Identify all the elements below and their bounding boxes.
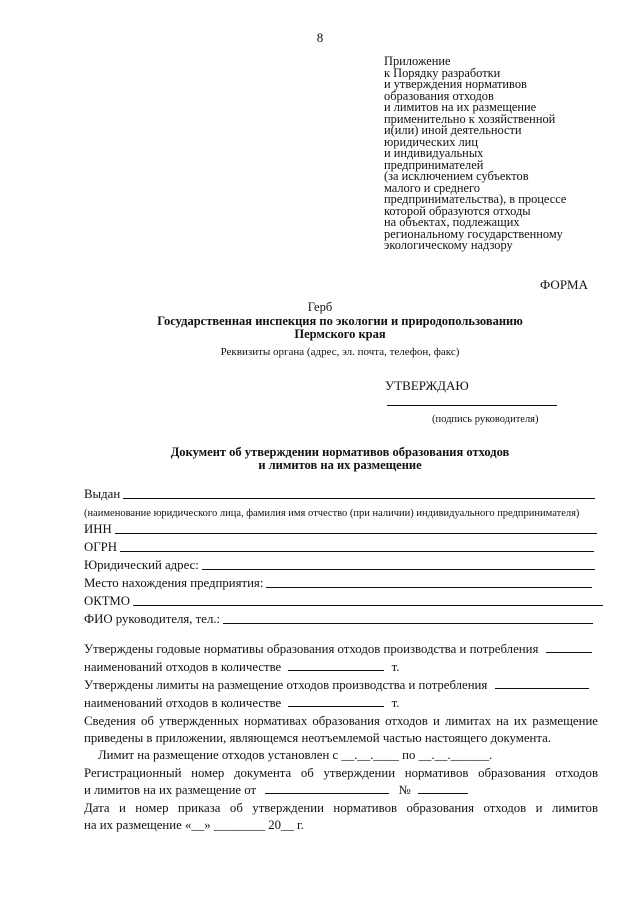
document-title: [0, 446, 640, 471]
appendix-line: (за исключением субъектов: [384, 169, 529, 183]
p1-line1-text: Утверждены годовые нормативы образования отходов производства и потребления: [84, 642, 539, 656]
director-label: ФИО руководителя, тел.:: [84, 612, 221, 626]
page-number: 8: [316, 30, 324, 45]
location-field: [84, 576, 592, 591]
issued-label: Выдан: [84, 487, 121, 501]
legal-address-line[interactable]: [202, 569, 595, 570]
reg-date-blank[interactable]: [265, 783, 389, 794]
location-label: Место нахождения предприятия:: [84, 576, 264, 590]
oktmo-label: ОКТМО: [84, 594, 131, 608]
legal-address-field: [84, 558, 595, 573]
approval-label: УТВЕРЖДАЮ: [385, 378, 469, 393]
appendix-line: образования отходов: [384, 88, 494, 103]
document-title-line2: и лимитов на их размещение: [258, 457, 422, 472]
organization-name-line1: Государственная инспекция по экологии и природопользованию: [157, 314, 523, 328]
appendix-line: к Порядку разработки: [384, 65, 501, 80]
signature-line: [387, 405, 557, 406]
issued-field: [84, 487, 595, 502]
document-title-line1: Документ об утверждении нормативов образования отходов: [170, 445, 510, 459]
oktmo-line[interactable]: [133, 605, 603, 606]
p2-line2: [84, 696, 598, 711]
p5-number-sign: №: [398, 783, 411, 797]
p1-line1: [84, 642, 598, 657]
reg-number-blank[interactable]: [418, 783, 468, 794]
signature-caption: (подпись руководителя): [432, 414, 539, 425]
appendix-block: [384, 56, 614, 252]
appendix-line: малого и среднего: [384, 180, 480, 195]
director-field: [84, 612, 593, 627]
p1-unit: т.: [391, 660, 400, 674]
p2-line2-text: наименований отходов в количестве: [84, 696, 282, 710]
appendix-line: которой образуются отходы: [384, 203, 531, 218]
p1-count-blank[interactable]: [546, 642, 592, 653]
p2-count-blank[interactable]: [495, 678, 589, 689]
p1-line2-text: наименований отходов в количестве: [84, 660, 282, 674]
appendix-line: на объектах, подлежащих: [384, 215, 520, 229]
p5-line2-text: и лимитов на их размещение от: [84, 783, 257, 797]
organization-name: [0, 315, 640, 341]
p2-unit: т.: [391, 696, 400, 710]
p2-line1: [84, 678, 598, 693]
p6-line2: на их размещение «__» ________ 20__ г.: [84, 818, 304, 832]
appendix-line: экологическому надзору: [384, 238, 513, 252]
p1-amount-blank[interactable]: [288, 660, 384, 671]
ogrn-label: ОГРН: [84, 540, 117, 554]
emblem-placeholder: Герб: [307, 300, 333, 314]
p1-line2: [84, 660, 598, 675]
p5-line1: Регистрационный номер документа об утверждении нормативов образования отходов: [84, 766, 598, 780]
p6-line1: Дата и номер приказа об утверждении нормативов образования отходов и лимитов: [84, 801, 598, 815]
inn-label: ИНН: [84, 522, 112, 536]
p2-amount-blank[interactable]: [288, 696, 384, 707]
appendix-line: региональному государственному: [384, 226, 563, 241]
oktmo-field: [84, 594, 603, 609]
ogrn-field: [84, 540, 594, 555]
appendix-line: и утверждения нормативов: [384, 77, 527, 91]
appendix-line: Приложение: [384, 54, 451, 68]
appendix-line: и индивидуальных: [384, 146, 484, 160]
p2-line1-text: Утверждены лимиты на размещение отходов производства и потребления: [84, 678, 488, 692]
organization-requisites: Реквизиты органа (адрес, эл. почта, телефон, факс): [220, 346, 460, 358]
ogrn-line[interactable]: [120, 551, 594, 552]
form-label: ФОРМА: [540, 277, 588, 292]
p5-line2: [84, 783, 598, 798]
director-line[interactable]: [223, 623, 593, 624]
appendix-line: предпринимателей: [384, 157, 484, 172]
appendix-line: и лимитов на их размещение: [384, 100, 537, 114]
appendix-line: применительно к хозяйственной: [384, 111, 556, 126]
p3-line1: Сведения об утвержденных нормативах образования отходов и лимитах на их размещение: [84, 714, 598, 728]
appendix-line: и(или) иной деятельности: [384, 123, 522, 137]
p3-line2: приведены в приложении, являющемся неотъемлемой частью настоящего документа.: [84, 731, 551, 745]
appendix-line: предпринимательства), в процессе: [384, 192, 567, 206]
inn-line[interactable]: [115, 533, 597, 534]
location-line[interactable]: [266, 587, 592, 588]
legal-address-label: Юридический адрес:: [84, 558, 199, 572]
p4-limit-period: Лимит на размещение отходов установлен с __.__.____ по __.__.______.: [98, 748, 493, 762]
inn-field: [84, 522, 597, 537]
appendix-line: юридических лиц: [384, 134, 478, 149]
issued-note: (наименование юридического лица, фамилия имя отчество (при наличии) индивидуального предпринимателя): [84, 508, 580, 519]
issued-line[interactable]: [123, 498, 595, 499]
organization-name-line2: Пермского края: [294, 327, 386, 341]
